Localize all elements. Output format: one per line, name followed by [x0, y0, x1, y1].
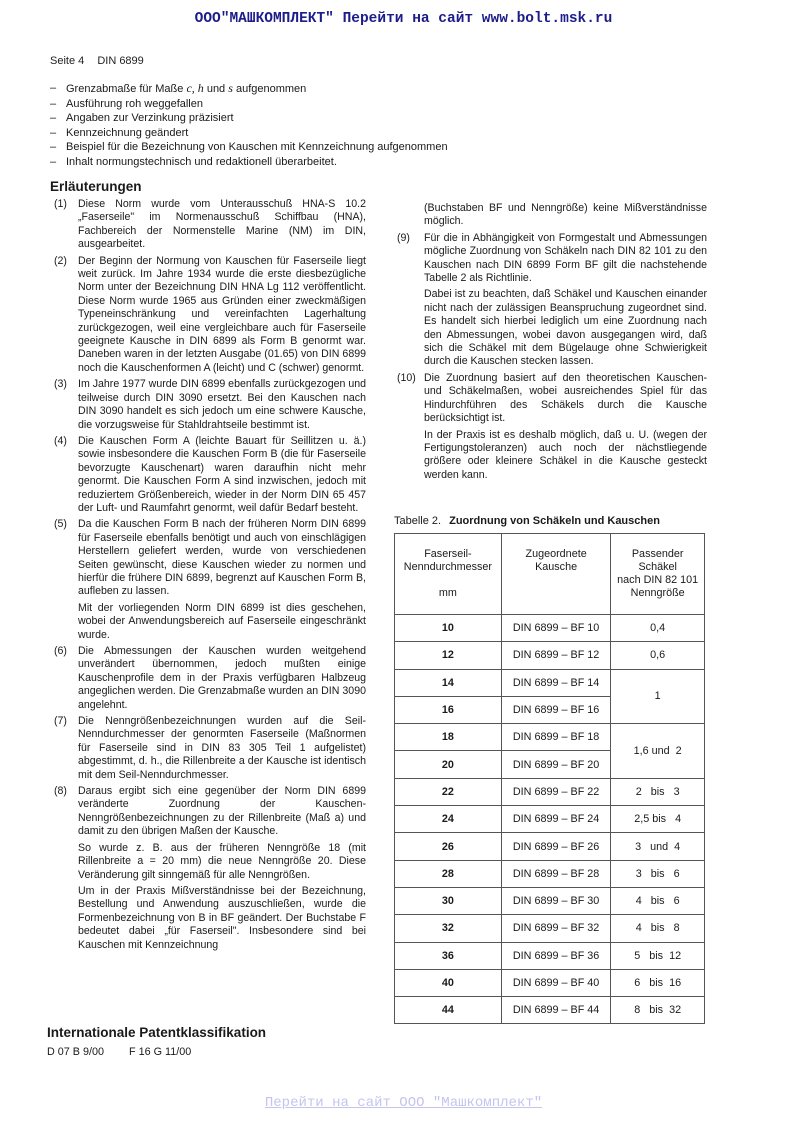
note-8: (8) Daraus ergibt sich eine gegenüber der Norm DIN 6899 veränderte Zuordnung der Kauschen-Nenngrößenbezeichnungen zu der Rillenbreite (Maß a) und damit zu den übrigen Maßen der Kausche. So wurde z. B. aus der früheren Nenngröße 18 (mit Rillenbreite a = 20 mm) die neue Nenngröße 20. Diese Veränderung gilt sinngemäß für alle Nenngrößen. Um in der Praxis Mißverständnisse bei der Bezeichnung, Bestellung und Anwendung auszuschließen, wurde die Formenbezeichnung von B in BF geändert. Der Buchstabe F bedeutet dabei „für Faserseil". Insbesondere sind bei Kauschen mit Kennzeichnung — [54, 785, 366, 951]
table-row: 28 DIN 6899 – BF 28 3 bis 6 — [395, 860, 705, 887]
table-row: 16 DIN 6899 – BF 16 — [395, 696, 705, 723]
table-row: 44 DIN 6899 – BF 44 8 bis 32 — [395, 997, 705, 1024]
header-thimble: Zugeordnete Kausche — [501, 534, 611, 615]
patent-codes — [47, 1046, 213, 1058]
table-label: Tabelle 2. — [394, 515, 442, 527]
bottom-site-link[interactable]: Перейти на сайт ООО "Машкомплект" — [264, 1095, 543, 1111]
note-10: (10) Die Zuordnung basiert auf den theoretischen Kauschen- und Schäkelmaßen, wobei ausreichendes Spiel für das Hindurchführen des Schäkels durch die Kausche berücksichtigt ist. In der Praxis ist es deshalb möglich, daß u. U. (wegen der Fertigungstoleranzen) auch noch der nächstliegende größere oder kleinere Schäkel in die Kausche gesteckt werden kann. — [397, 371, 707, 481]
note-6: (6) Die Abmessungen der Kauschen wurden weitgehend unverändert übernommen, jedoch mußten einige Kauschenprofile dem in der Praxis verfügbaren Halbzeug angeglichen werden. Die Grenzabmaße wurden an DIN 3090 angelehnt. — [54, 645, 366, 711]
table-row: 18 DIN 6899 – BF 18 1,6 und 2 — [395, 724, 705, 751]
table-row: 26 DIN 6899 – BF 26 3 und 4 — [395, 833, 705, 860]
change-item: – Inhalt normungstechnisch und redaktionell überarbeitet. — [50, 155, 448, 170]
changes-list — [50, 81, 448, 170]
table-row: 40 DIN 6899 – BF 40 6 bis 16 — [395, 969, 705, 996]
table-title: Zuordnung von Schäkeln und Kauschen — [449, 515, 660, 527]
table-row: 24 DIN 6899 – BF 24 2,5 bis 4 — [395, 806, 705, 833]
section-title-patent: Internationale Patentklassifikation — [47, 1025, 267, 1040]
page-header — [50, 55, 154, 67]
note-5: (5) Da die Kauschen Form B nach der früheren Norm DIN 6899 für Faserseile ebenfalls benötigt und auch von einschlägigen Herstellern geliefert werden, wurde von verschiedenen Seiten gewünscht, diese Kauschen wieder zu normen und hierfür die frühere DIN 6899, begrenzt auf Kauschen Form B, aufleben zu lassen. Mit der vorliegenden Norm DIN 6899 ist dies geschehen, wobei der Anwendungsbereich auf Faserseile eingeschränkt wurde. — [54, 518, 366, 641]
table-caption — [394, 515, 660, 527]
patent-code: D 07 B 9/00 — [47, 1046, 105, 1058]
page-number: Seite 4 — [50, 55, 85, 67]
note-1: (1) Diese Norm wurde vom Unterausschuß HNA-S 10.2 „Faserseile" im Normenausschuß Schiffbau (HNA), Fachbereich der Normenstelle Marine (NM) im DIN, ausgearbeitet. — [54, 198, 366, 251]
note-4: (4) Die Kauschen Form A (leichte Bauart für Seillitzen u. ä.) sowie insbesondere die Kauschen Form B (die für Faserseile bevorzugte Kauschenart) waren daraufhin nicht mehr genormt. Die Kauschen Form A sind inzwischen, jedoch mit reduziertem Größenbereich, wieder in der Norm DIN 65 457 der Luft- und Raumfahrt genormt, weil dafür Bedarf besteht. — [54, 434, 366, 514]
note-2: (2) Der Beginn der Normung von Kauschen für Faserseile liegt weit zurück. Im Jahre 1934 wurde die erste diesbezügliche Norm unter der Bezeichnung DIN HNA Lg 112 veröffentlicht. Diese Norm wurde 1965 aus Gründen einer zweckmäßigen Typeneinschränkung und vereinfachten Lagerhaltung zurückgezogen, weil eine vergleichbare auch für Faserseile geeignete Kausche in DIN 6899 als Form B genormt war. Daneben waren in der letzten Ausgabe (01.65) von DIN 6899 noch die Kauschenformen A (leicht) und C (schwer) genormt. — [54, 254, 366, 374]
change-item: – Ausführung roh weggefallen — [50, 97, 448, 112]
change-item: – Grenzabmaße für Maße c, h und s aufgenommen — [50, 81, 448, 97]
table-row: 12 DIN 6899 – BF 12 0,6 — [395, 642, 705, 669]
note-9: (9) Für die in Abhängigkeit von Formgestalt und Abmessungen mögliche Zuordnung von Schäkeln nach DIN 82 101 zu den Kauschen nach DIN 6899 Form BF gilt die nachstehende Tabelle 2 als Richtlinie. Dabei ist zu beachten, daß Schäkel und Kauschen einander nicht nach der zulässigen Beanspruchung zugeordnet sind. Es handelt sich hierbei lediglich um eine Zuordnung nach den Abmessungen, wobei davon ausgegangen wird, daß sich die Schäkel mit dem Bügelauge ohne Schwierigkeit durch die Kauschen stecken lassen. — [397, 231, 707, 368]
document-id: DIN 6899 — [97, 55, 144, 67]
table-row: 10 DIN 6899 – BF 10 0,4 — [395, 615, 705, 642]
note-3: (3) Im Jahre 1977 wurde DIN 6899 ebenfalls zurückgezogen und teilweise durch DIN 3090 ersetzt. Bei den Kauschen nach DIN 3090 handelt es sich jedoch um eine schwere Kausche, die vorzugsweise für Stahldrahtseile bestimmt ist. — [54, 378, 366, 431]
change-item: – Beispiel für die Bezeichnung von Kauschen mit Kennzeichnung aufgenommen — [50, 140, 448, 155]
patent-code: F 16 G 11/00 — [129, 1046, 192, 1058]
top-site-link[interactable]: ООО"МАШКОМПЛЕКТ" Перейти на сайт www.bolt.msk.ru — [194, 11, 613, 27]
table-row: 22 DIN 6899 – BF 22 2 bis 3 — [395, 778, 705, 805]
table-row: 14 DIN 6899 – BF 14 1 — [395, 669, 705, 696]
change-item: – Angaben zur Verzinkung präzisiert — [50, 111, 448, 126]
change-item: – Kennzeichnung geändert — [50, 126, 448, 141]
table-row: 32 DIN 6899 – BF 32 4 bis 8 — [395, 915, 705, 942]
note-7: (7) Die Nenngrößenbezeichnungen wurden auf die Seil-Nenndurchmesser der genormten Faserseile (Maßnormen für Faserseile sind in DIN 83 305 Teil 1 aufgelistet) abgestimmt, d. h., die Rillenbreite a der Kausche ist identisch mit dem Seil-Nenndurchmesser. — [54, 715, 366, 781]
table-row: 36 DIN 6899 – BF 36 5 bis 12 — [395, 942, 705, 969]
explanations-right-column — [397, 202, 707, 485]
table-header-row — [395, 534, 705, 615]
note-8-continuation: (Buchstaben BF und Nenngröße) keine Mißverständnisse möglich. — [424, 202, 707, 228]
explanations-left-column — [54, 198, 366, 955]
table-row: 20 DIN 6899 – BF 20 — [395, 751, 705, 778]
table-row: 30 DIN 6899 – BF 30 4 bis 6 — [395, 887, 705, 914]
header-shackle: Passender Schäkel nach DIN 82 101 Nenngröße — [611, 534, 705, 615]
section-title-erlaeuterungen: Erläuterungen — [50, 179, 142, 194]
header-diameter: Faserseil- Nenndurchmesser mm — [395, 534, 502, 615]
shackle-thimble-table — [394, 533, 705, 1024]
